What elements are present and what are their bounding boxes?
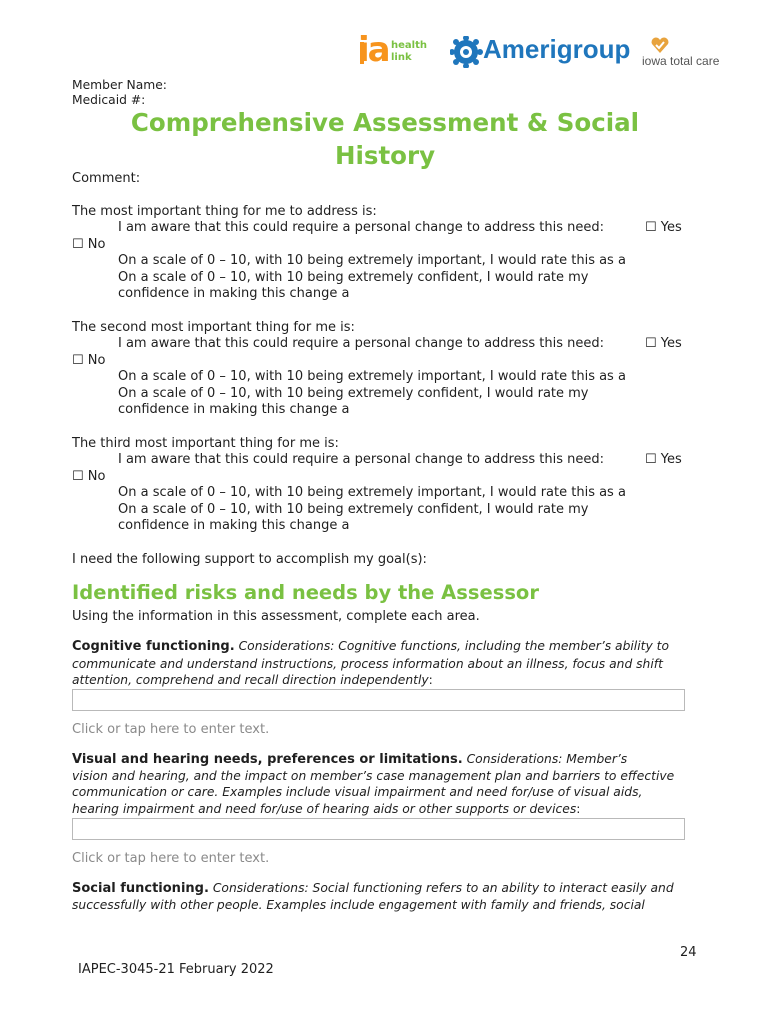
medicaid-label: Medicaid #: <box>72 93 146 107</box>
ia-health-link-logo <box>358 30 432 72</box>
cognitive-line-3 <box>72 672 433 689</box>
yes-checkbox[interactable]: ☐ Yes <box>645 220 682 235</box>
priority-heading: The second most important thing for me is: <box>72 320 355 335</box>
cognitive-considerations: Considerations: Cognitive functions, including the member’s ability to <box>238 639 669 653</box>
support-label: I need the following support to accomplish my goal(s): <box>72 552 427 567</box>
importance-text: On a scale of 0 – 10, with 10 being extremely important, I would rate this as a <box>118 253 626 268</box>
visual-input-box[interactable] <box>72 818 685 840</box>
no-checkbox[interactable]: ☐ No <box>72 469 106 484</box>
priority-heading: The third most important thing for me is: <box>72 436 339 451</box>
yes-checkbox[interactable]: ☐ Yes <box>645 452 682 467</box>
cognitive-title: Cognitive functioning. <box>72 639 235 654</box>
page-title-line-1: Comprehensive Assessment & Social <box>130 108 640 137</box>
confidence-text-line-2: confidence in making this change a <box>118 402 350 417</box>
yes-checkbox[interactable]: ☐ Yes <box>645 336 682 351</box>
ia-logo-link: link <box>391 52 412 63</box>
visual-line-4-colon: : <box>576 802 581 816</box>
cognitive-placeholder[interactable]: Click or tap here to enter text. <box>72 722 270 737</box>
comment-label: Comment: <box>72 171 141 186</box>
aware-text: I am aware that this could require a personal change to address this need: <box>118 452 605 467</box>
no-checkbox[interactable]: ☐ No <box>72 353 106 368</box>
confidence-text-line-1: On a scale of 0 – 10, with 10 being extremely confident, I would rate my <box>118 270 589 285</box>
confidence-text-line-2: confidence in making this change a <box>118 518 350 533</box>
social-considerations: Considerations: Social functioning refers to an ability to interact easily and <box>212 881 674 895</box>
page-title-line-2: History <box>334 141 436 170</box>
page-title <box>72 106 698 172</box>
visual-line-4-text: hearing impairment and need for/use of hearing aids or other supports or devices <box>72 802 577 816</box>
ia-logo-letters: ia <box>358 30 389 70</box>
importance-text: On a scale of 0 – 10, with 10 being extremely important, I would rate this as a <box>118 369 626 384</box>
iowa-total-care-wordmark: iowa total care <box>642 54 720 68</box>
cognitive-line-3-text: attention, comprehend and recall direction independently <box>72 673 429 687</box>
member-name-label: Member Name: <box>72 78 167 92</box>
risks-heading: Identified risks and needs by the Assessor <box>72 581 539 604</box>
cognitive-line-3-colon: : <box>428 673 433 687</box>
iowa-heart-icon <box>650 36 670 54</box>
ia-logo-health: health <box>391 40 427 51</box>
confidence-text-line-1: On a scale of 0 – 10, with 10 being extremely confident, I would rate my <box>118 386 589 401</box>
cognitive-line-2: communicate and understand instructions, process information about an illness, focus and shift <box>72 657 663 671</box>
visual-title: Visual and hearing needs, preferences or limitations. <box>72 752 463 767</box>
footer-code: IAPEC-3045-21 February 2022 <box>78 962 274 977</box>
iowa-total-care-logo <box>642 36 738 70</box>
amerigroup-wordmark: Amerigroup <box>483 34 631 64</box>
aware-text: I am aware that this could require a personal change to address this need: <box>118 220 605 235</box>
visual-line-2: vision and hearing, and the impact on member’s case management plan and barriers to effective <box>72 769 675 783</box>
no-checkbox[interactable]: ☐ No <box>72 237 106 252</box>
priority-block-3 <box>0 436 770 538</box>
visual-line-1 <box>72 751 627 769</box>
visual-considerations: Considerations: Member’s <box>466 752 628 766</box>
visual-placeholder[interactable]: Click or tap here to enter text. <box>72 851 270 866</box>
amerigroup-logo <box>450 34 636 70</box>
confidence-text-line-1: On a scale of 0 – 10, with 10 being extremely confident, I would rate my <box>118 502 589 517</box>
visual-line-4 <box>72 801 580 818</box>
cognitive-input-box[interactable] <box>72 689 685 711</box>
priority-block-1 <box>0 204 770 306</box>
priority-block-2 <box>0 320 770 422</box>
page-number: 24 <box>680 945 697 960</box>
social-line-2: successfully with other people. Examples include engagement with family and friends, social <box>72 898 645 912</box>
visual-line-3: communication or care. Examples include visual impairment and need for/use of visual aids, <box>72 785 643 799</box>
importance-text: On a scale of 0 – 10, with 10 being extremely important, I would rate this as a <box>118 485 626 500</box>
social-line-1 <box>72 880 674 898</box>
cognitive-line-1 <box>72 638 669 656</box>
priority-heading: The most important thing for me to address is: <box>72 204 377 219</box>
risks-intro: Using the information in this assessment, complete each area. <box>72 609 480 624</box>
aware-text: I am aware that this could require a personal change to address this need: <box>118 336 605 351</box>
amerigroup-star-icon <box>450 36 484 68</box>
social-title: Social functioning. <box>72 881 209 896</box>
confidence-text-line-2: confidence in making this change a <box>118 286 350 301</box>
